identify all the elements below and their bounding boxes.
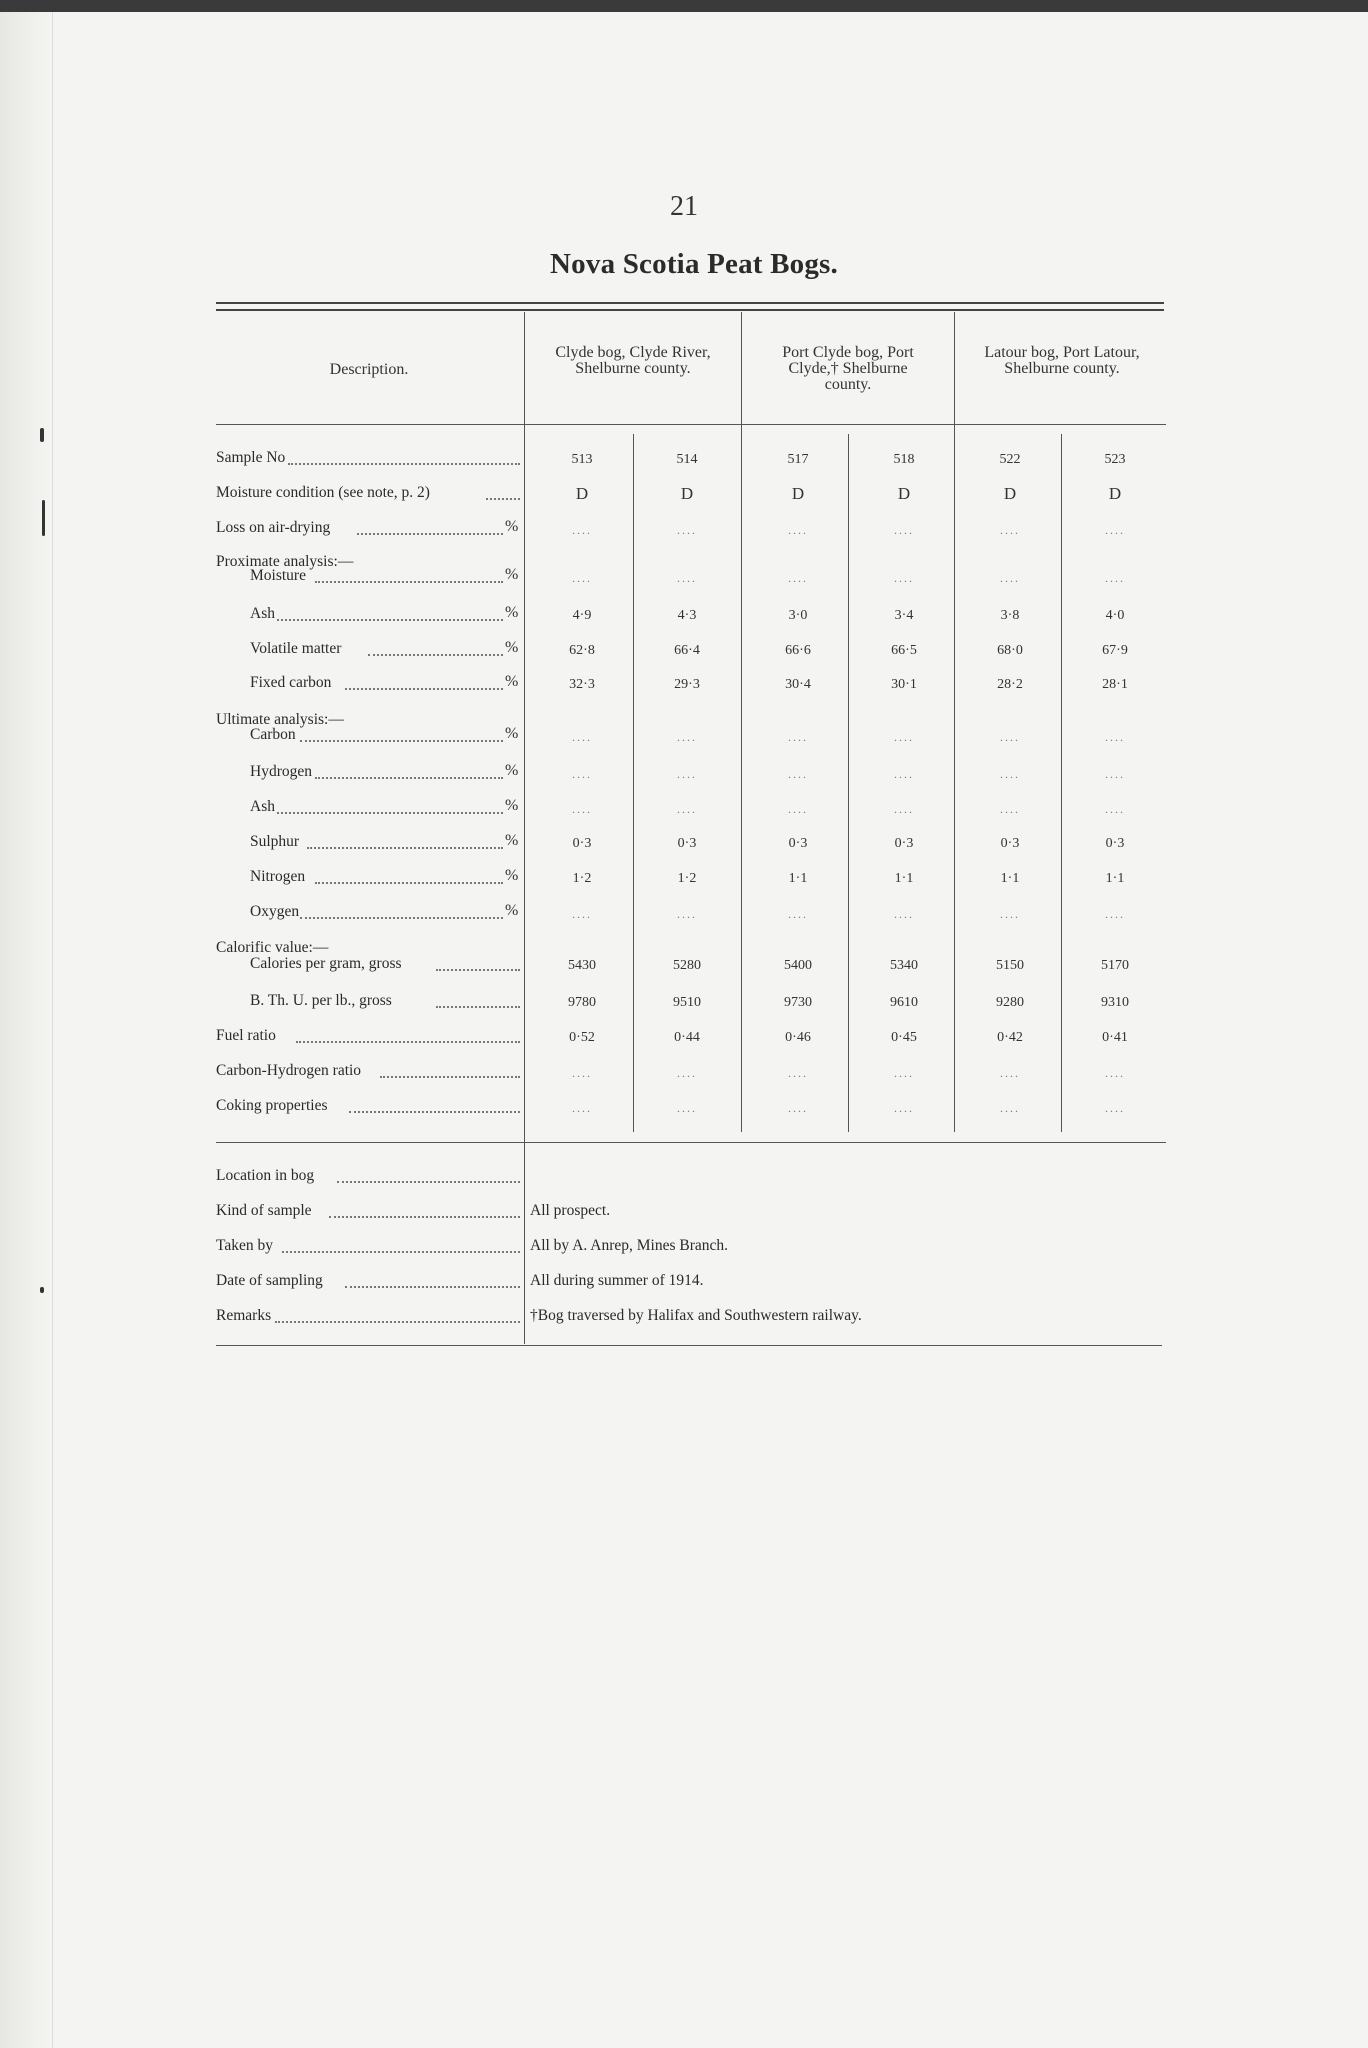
- table-cell: ....: [1000, 571, 1020, 585]
- dot-leader: [357, 533, 503, 535]
- table-cell: ....: [1105, 523, 1125, 537]
- table-cell: ....: [1000, 523, 1020, 537]
- table-cell: ....: [1105, 730, 1125, 744]
- table-cell: 9310: [1101, 995, 1129, 1010]
- table-cell: ....: [1105, 767, 1125, 781]
- table-cell: 0·42: [997, 1030, 1023, 1045]
- bog-header: county.: [824, 376, 872, 393]
- table-cell: ....: [677, 767, 697, 781]
- dot-leader: [315, 581, 503, 583]
- scan-top-border: [0, 0, 1368, 12]
- table-cell: 4·9: [572, 608, 592, 623]
- table-cell: ....: [1105, 571, 1125, 585]
- table-cell: 0·3: [1105, 836, 1125, 851]
- scan-mark: [42, 500, 45, 536]
- table-cell: 1·2: [572, 871, 592, 886]
- table-cell: ....: [677, 523, 697, 537]
- table-cell: ....: [788, 571, 808, 585]
- table-top-rule: [216, 302, 1164, 304]
- row-label: Coking properties: [216, 1097, 328, 1114]
- dot-leader: [436, 1006, 520, 1008]
- table-cell: 5430: [568, 958, 596, 973]
- table-cell: ....: [1000, 730, 1020, 744]
- table-cell: 9280: [996, 995, 1024, 1010]
- table-top-rule: [216, 309, 1164, 311]
- table-cell: ....: [572, 730, 592, 744]
- table-cell: 4·0: [1105, 608, 1125, 623]
- dot-leader: [275, 1321, 520, 1323]
- table-cell: ....: [1000, 802, 1020, 816]
- percent-sign: %: [505, 797, 519, 814]
- table-cell: ....: [1105, 907, 1125, 921]
- dot-leader: [315, 777, 503, 779]
- page-number: 21: [670, 191, 698, 222]
- row-label: Fuel ratio: [216, 1027, 276, 1044]
- row-label: Moisture: [250, 567, 306, 584]
- table-cell: D: [897, 484, 911, 503]
- row-group-label: Proximate analysis:—: [216, 553, 354, 570]
- table-cell: D: [791, 484, 805, 503]
- table-cell: 0·3: [894, 836, 914, 851]
- table-cell: ....: [572, 1101, 592, 1115]
- row-label: B. Th. U. per lb., gross: [250, 992, 392, 1009]
- row-group-label: Calorific value:—: [216, 939, 329, 956]
- table-cell: ....: [1105, 1066, 1125, 1080]
- column-divider: [954, 312, 955, 1132]
- table-cell: 0·45: [891, 1030, 917, 1045]
- table-cell: ....: [1105, 802, 1125, 816]
- table-cell: ....: [572, 1066, 592, 1080]
- row-label: Loss on air-drying: [216, 519, 331, 536]
- meta-label: Taken by: [216, 1237, 274, 1254]
- percent-sign: %: [505, 725, 519, 742]
- column-divider: [1061, 434, 1062, 1132]
- row-label: Nitrogen: [250, 868, 306, 885]
- table-cell: 66·4: [674, 643, 700, 658]
- table-cell: 9610: [890, 995, 918, 1010]
- bog-header: Latour bog, Port Latour,: [984, 344, 1140, 361]
- bog-header: Port Clyde bog, Port: [782, 344, 914, 361]
- meta-value: All by A. Anrep, Mines Branch.: [530, 1237, 729, 1254]
- percent-sign: %: [505, 867, 519, 884]
- table-cell: 0·3: [1000, 836, 1020, 851]
- page-title: Nova Scotia Peat Bogs.: [550, 248, 838, 280]
- table-bottom-rule: [216, 1345, 1162, 1346]
- table-cell: ....: [677, 802, 697, 816]
- row-label: Moisture condition (see note, p. 2): [216, 484, 430, 501]
- table-cell: ....: [894, 1066, 914, 1080]
- table-cell: 0·3: [572, 836, 592, 851]
- table-cell: 68·0: [997, 643, 1023, 658]
- table-cell: ....: [677, 1101, 697, 1115]
- row-label: Volatile matter: [250, 640, 342, 657]
- column-divider: [524, 312, 525, 1344]
- row-label: Calories per gram, gross: [250, 955, 402, 972]
- percent-sign: %: [505, 639, 519, 656]
- table-cell: 3·4: [894, 608, 914, 623]
- table-cell: 522: [999, 452, 1021, 467]
- table-cell: 1·2: [677, 871, 697, 886]
- dot-leader: [345, 688, 503, 690]
- table-cell: 1·1: [894, 871, 914, 886]
- scan-mark: [40, 428, 44, 442]
- dot-leader: [368, 654, 503, 656]
- table-cell: D: [1003, 484, 1017, 503]
- table-cell: 0·41: [1102, 1030, 1128, 1045]
- table-cell: ....: [1000, 907, 1020, 921]
- table-cell: 0·44: [674, 1030, 700, 1045]
- meta-label: Location in bog: [216, 1167, 315, 1184]
- table-cell: ....: [894, 730, 914, 744]
- dot-leader: [300, 740, 503, 742]
- dot-leader: [329, 1216, 520, 1218]
- table-cell: ....: [894, 802, 914, 816]
- table-cell: ....: [788, 907, 808, 921]
- table-cell: 32·3: [569, 677, 595, 692]
- table-cell: 517: [787, 452, 809, 467]
- table-cell: ....: [572, 802, 592, 816]
- dot-leader: [296, 1041, 520, 1043]
- table-cell: 9730: [784, 995, 812, 1010]
- dot-leader: [349, 1111, 520, 1113]
- data-bottom-rule: [216, 1142, 1166, 1143]
- table-cell: ....: [788, 1101, 808, 1115]
- table-cell: 9780: [568, 995, 596, 1010]
- row-label: Sample No: [216, 449, 286, 466]
- dot-leader: [337, 1181, 520, 1183]
- table-cell: ....: [1000, 767, 1020, 781]
- column-divider: [848, 434, 849, 1132]
- table-cell: 66·5: [891, 643, 917, 658]
- bog-header: Clyde,† Shelburne: [788, 360, 908, 377]
- row-label: Fixed carbon: [250, 674, 332, 691]
- table-cell: 66·6: [785, 643, 811, 658]
- percent-sign: %: [505, 902, 519, 919]
- table-cell: 518: [893, 452, 915, 467]
- table-cell: 30·1: [891, 677, 917, 692]
- table-cell: ....: [572, 523, 592, 537]
- table-cell: ....: [894, 767, 914, 781]
- table-cell: ....: [788, 730, 808, 744]
- page-binding-edge: [0, 12, 53, 2048]
- meta-label: Remarks: [216, 1307, 272, 1324]
- table-cell: D: [1108, 484, 1122, 503]
- table-cell: 513: [571, 452, 593, 467]
- table-cell: 29·3: [674, 677, 700, 692]
- table-cell: D: [680, 484, 694, 503]
- table-cell: 28·1: [1102, 677, 1128, 692]
- row-group-label: Ultimate analysis:—: [216, 711, 344, 728]
- dot-leader: [282, 1251, 520, 1253]
- table-cell: ....: [677, 907, 697, 921]
- table-cell: ....: [788, 802, 808, 816]
- percent-sign: %: [505, 673, 519, 690]
- meta-label: Kind of sample: [216, 1202, 312, 1219]
- table-cell: 5280: [673, 958, 701, 973]
- scan-mark: [40, 1287, 44, 1293]
- table-cell: ....: [788, 1066, 808, 1080]
- table-cell: D: [575, 484, 589, 503]
- table-cell: 62·8: [569, 643, 595, 658]
- table-cell: ....: [894, 571, 914, 585]
- table-cell: ....: [572, 907, 592, 921]
- table-cell: 9510: [673, 995, 701, 1010]
- dot-leader: [436, 969, 520, 971]
- percent-sign: %: [505, 566, 519, 583]
- table-cell: ....: [677, 730, 697, 744]
- bog-header: Shelburne county.: [575, 360, 691, 377]
- row-label: Oxygen: [250, 903, 300, 920]
- row-label: Carbon: [250, 726, 296, 743]
- meta-value: †Bog traversed by Halifax and Southwestern railway.: [530, 1307, 862, 1324]
- bog-header: Clyde bog, Clyde River,: [555, 344, 711, 361]
- dot-leader: [277, 812, 503, 814]
- table-cell: 523: [1104, 452, 1126, 467]
- dot-leader: [300, 917, 503, 919]
- table-cell: ....: [1000, 1101, 1020, 1115]
- table-cell: ....: [894, 523, 914, 537]
- column-divider: [633, 434, 634, 1132]
- meta-value: All prospect.: [530, 1202, 611, 1219]
- table-cell: ....: [572, 767, 592, 781]
- table-cell: 5400: [784, 958, 812, 973]
- table-cell: 28·2: [997, 677, 1023, 692]
- table-cell: 5340: [890, 958, 918, 973]
- percent-sign: %: [505, 762, 519, 779]
- table-cell: ....: [1105, 1101, 1125, 1115]
- table-cell: 1·1: [1105, 871, 1125, 886]
- dot-leader: [345, 1286, 520, 1288]
- table-cell: 3·8: [1000, 608, 1020, 623]
- table-cell: 67·9: [1102, 643, 1128, 658]
- bog-header: Shelburne county.: [1004, 360, 1120, 377]
- table-cell: 0·3: [677, 836, 697, 851]
- table-cell: ....: [894, 1101, 914, 1115]
- table-cell: 514: [676, 452, 698, 467]
- row-label: Ash: [250, 605, 275, 622]
- table-cell: 1·1: [1000, 871, 1020, 886]
- table-cell: 0·46: [785, 1030, 811, 1045]
- table-cell: 5150: [996, 958, 1024, 973]
- table-cell: 0·3: [788, 836, 808, 851]
- table-cell: 5170: [1101, 958, 1129, 973]
- meta-value: All during summer of 1914.: [530, 1272, 704, 1289]
- row-label: Carbon-Hydrogen ratio: [216, 1062, 362, 1079]
- dot-leader: [288, 463, 520, 465]
- table-cell: 3·0: [788, 608, 808, 623]
- dot-leader: [307, 847, 503, 849]
- dot-leader: [486, 498, 520, 500]
- row-label: Hydrogen: [250, 763, 312, 780]
- dot-leader: [380, 1076, 520, 1078]
- table-cell: 0·52: [569, 1030, 595, 1045]
- table-cell: ....: [788, 523, 808, 537]
- table-cell: 30·4: [785, 677, 811, 692]
- table-cell: ....: [1000, 1066, 1020, 1080]
- dot-leader: [277, 619, 503, 621]
- percent-sign: %: [505, 832, 519, 849]
- row-label: Ash: [250, 798, 275, 815]
- table-cell: 1·1: [788, 871, 808, 886]
- percent-sign: %: [505, 518, 519, 535]
- meta-label: Date of sampling: [216, 1272, 323, 1289]
- header-bottom-rule: [216, 424, 1166, 425]
- column-divider: [741, 312, 742, 1132]
- table-cell: ....: [894, 907, 914, 921]
- description-header: Description.: [329, 361, 409, 378]
- row-label: Sulphur: [250, 833, 300, 850]
- table-cell: ....: [677, 571, 697, 585]
- percent-sign: %: [505, 604, 519, 621]
- table-cell: ....: [572, 571, 592, 585]
- table-cell: ....: [788, 767, 808, 781]
- table-cell: ....: [677, 1066, 697, 1080]
- table-cell: 4·3: [677, 608, 697, 623]
- dot-leader: [315, 882, 503, 884]
